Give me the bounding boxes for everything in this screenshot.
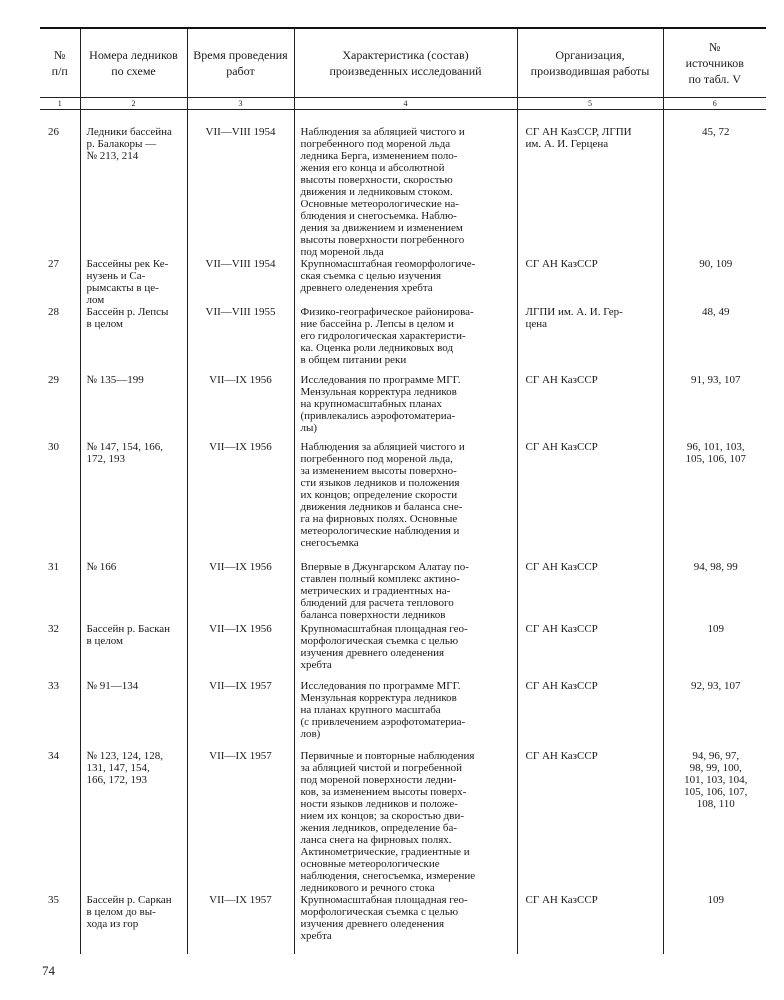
- research-description: Физико-географическое районирова- ние бассейна р. Лепсы в целом и его гидрологическая характеристи- ка. Оценка роли ледниковых вод в общем питании реки: [294, 306, 517, 374]
- work-period: VII—VIII 1954: [187, 126, 294, 258]
- glacier-numbers: № 147, 154, 166, 172, 193: [80, 441, 187, 561]
- row-number: 29: [48, 374, 59, 386]
- glacier-numbers: № 123, 124, 128, 131, 147, 154, 166, 172, 193: [80, 750, 187, 894]
- research-description: Крупномасштабная площадная гео- морфологическая съемка с целью изучения древнего оледенения хребта: [294, 623, 517, 680]
- row-number: 28: [48, 306, 59, 318]
- research-description: Первичные и повторные наблюдения за абляцией чистой и погребенной под мореной поверхности ледни- ков, за изменением высоты поверх- ности языков ледников и положе- нием их концов; за скоростью дви- жения ледников, определение ба- ланса снега на фирновых полях. Актинометрические, градиентные и основные метеорологические наблюдения, снегосъемка, измерение ледникового и речного стока: [294, 750, 517, 894]
- row-number: 33: [48, 680, 59, 692]
- source-numbers: 45, 72: [663, 126, 766, 258]
- organization: ЛГПИ им. А. И. Гер- цена: [517, 306, 663, 374]
- header-glaciers: Номера ледников по схеме: [80, 28, 187, 98]
- work-period: VII—IX 1957: [187, 680, 294, 750]
- column-number-row: [40, 98, 766, 110]
- work-period: VII—IX 1957: [187, 750, 294, 894]
- table-row: [40, 750, 766, 894]
- table-body: [40, 126, 766, 954]
- table-row: [40, 623, 766, 680]
- table-row: [40, 306, 766, 374]
- table-row: [40, 126, 766, 258]
- organization: СГ АН КазССР: [517, 680, 663, 750]
- table-row: [40, 894, 766, 954]
- glacier-numbers: № 91—134: [80, 680, 187, 750]
- source-numbers: 92, 93, 107: [663, 680, 766, 750]
- glacier-numbers: Ледники бассейна р. Балакоры — № 213, 214: [80, 126, 187, 258]
- research-description: Исследования по программе МГГ. Мензульная корректура ледников на крупномасштабных планах (привлекались аэрофотоматериа- лы): [294, 374, 517, 441]
- table-row: [40, 561, 766, 623]
- work-period: VII—IX 1956: [187, 374, 294, 441]
- source-numbers: 48, 49: [663, 306, 766, 374]
- column-number: 2: [80, 98, 187, 110]
- header-sources: № источников по табл. V: [663, 28, 766, 98]
- source-numbers: 94, 98, 99: [663, 561, 766, 623]
- row-number: 35: [48, 894, 59, 906]
- glacier-numbers: Бассейн р. Саркан в целом до вы- хода из гор: [80, 894, 187, 954]
- table-header-row: [40, 28, 766, 98]
- source-numbers: 96, 101, 103, 105, 106, 107: [663, 441, 766, 561]
- row-number: 32: [48, 623, 59, 635]
- header-number: № п/п: [40, 28, 80, 98]
- column-number: 3: [187, 98, 294, 110]
- table-row: [40, 258, 766, 306]
- source-numbers: 109: [663, 894, 766, 954]
- organization: СГ АН КазССР: [517, 258, 663, 306]
- row-number: 27: [48, 258, 59, 270]
- source-numbers: 109: [663, 623, 766, 680]
- research-description: Исследования по программе МГГ. Мензульная корректура ледников на планах крупного масштаба (с привлечением аэрофотоматериа- лов): [294, 680, 517, 750]
- column-number: 6: [663, 98, 766, 110]
- organization: СГ АН КазССР: [517, 561, 663, 623]
- row-number: 30: [48, 441, 59, 453]
- row-number: 34: [48, 750, 59, 762]
- organization: СГ АН КазССР, ЛГПИ им. А. И. Герцена: [517, 126, 663, 258]
- column-number: 4: [294, 98, 517, 110]
- source-numbers: 90, 109: [663, 258, 766, 306]
- glacier-numbers: Бассейн р. Лепсы в целом: [80, 306, 187, 374]
- organization: СГ АН КазССР: [517, 750, 663, 894]
- table-row: [40, 441, 766, 561]
- column-number: 5: [517, 98, 663, 110]
- research-description: Наблюдения за абляцией чистого и погребенного под мореной льда, за изменением высоты поверхно- сти языков ледников и положения их концов; определение скорости движения ледников и баланса сне- га на фирновых полях. Основные метеорологические наблюдения и снегосъемка: [294, 441, 517, 561]
- row-number: 26: [48, 126, 59, 138]
- source-numbers: 91, 93, 107: [663, 374, 766, 441]
- glacier-numbers: Бассейны рек Ке- нузень и Са- рымсакты в це- лом: [80, 258, 187, 306]
- organization: СГ АН КазССР: [517, 374, 663, 441]
- work-period: VII—IX 1956: [187, 561, 294, 623]
- row-number: 31: [48, 561, 59, 573]
- glacier-numbers: Бассейн р. Баскан в целом: [80, 623, 187, 680]
- research-description: Наблюдения за абляцией чистого и погребенного под мореной льда ледника Берга, изменением поло- жения его конца и абсолютной высоты поверхности, скоростью движения и ледниковым стоком. Основные метеорологические на- блюдения и снегосъемка. Наблю- дения за движением и изменением высоты поверхности погребенного под мореной льда: [294, 126, 517, 258]
- organization: СГ АН КазССР: [517, 623, 663, 680]
- work-period: VII—VIII 1954: [187, 258, 294, 306]
- column-number: 1: [40, 98, 80, 110]
- header-organization: Организация, производившая работы: [517, 28, 663, 98]
- header-description: Характеристика (состав) произведенных исследований: [294, 28, 517, 98]
- glacier-numbers: № 166: [80, 561, 187, 623]
- research-description: Крупномасштабная площадная гео- морфологическая съемка с целью изучения древнего оледенения хребта: [294, 894, 517, 954]
- table-row: [40, 374, 766, 441]
- table-row: [40, 680, 766, 750]
- header-period: Время проведения работ: [187, 28, 294, 98]
- work-period: VII—VIII 1955: [187, 306, 294, 374]
- work-period: VII—IX 1956: [187, 623, 294, 680]
- glacier-research-table: [40, 27, 766, 954]
- source-numbers: 94, 96, 97, 98, 99, 100, 101, 103, 104, 105, 106, 107, 108, 110: [663, 750, 766, 894]
- research-description: Впервые в Джунгарском Алатау по- ставлен полный комплекс актино- метрических и градиентных на- блюдений для расчета теплового баланса поверхности ледников: [294, 561, 517, 623]
- table-page: [40, 27, 766, 962]
- page-number: 74: [42, 963, 55, 978]
- work-period: VII—IX 1957: [187, 894, 294, 954]
- glacier-numbers: № 135—199: [80, 374, 187, 441]
- organization: СГ АН КазССР: [517, 894, 663, 954]
- work-period: VII—IX 1956: [187, 441, 294, 561]
- research-description: Крупномасштабная геоморфологиче- ская съемка с целью изучения древнего оледенения хребта: [294, 258, 517, 306]
- organization: СГ АН КазССР: [517, 441, 663, 561]
